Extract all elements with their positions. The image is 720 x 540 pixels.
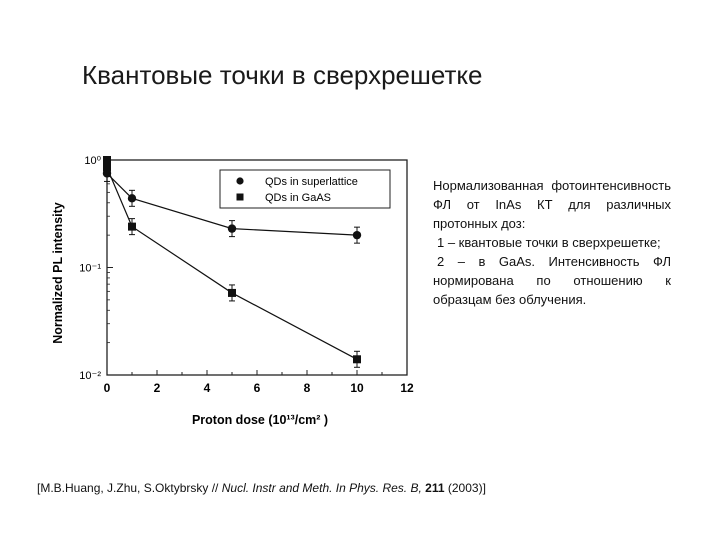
data-point-square	[353, 355, 361, 363]
data-point-circle	[353, 231, 361, 239]
pl-intensity-chart	[40, 145, 440, 435]
x-tick-label: 12	[400, 381, 414, 395]
x-tick-label: 10	[350, 381, 364, 395]
x-tick-label: 0	[103, 381, 111, 395]
x-tick-label: 8	[303, 381, 311, 395]
data-point-square	[103, 164, 111, 172]
y-tick-label: 10⁻¹	[79, 262, 101, 275]
data-point-circle	[128, 194, 136, 202]
legend-circle-marker	[236, 177, 243, 184]
caption-line-2: 1 – квантовые точки в сверхрешетке;	[437, 235, 661, 250]
caption-line-3: 2 – в GaAs. Интенсивность ФЛ нормирована по отношению к образцам без облучения.	[433, 254, 671, 307]
y-axis-label: Normalized PL intensity	[51, 202, 65, 344]
reference-journal: Nucl. Instr and Meth. In Phys. Res. B,	[221, 481, 422, 495]
x-axis-label: Proton dose (10¹³/cm² )	[191, 413, 329, 427]
caption-line-1: Нормализованная фотоинтенсивность ФЛ от InAs КТ для различных протонных доз:	[433, 178, 671, 231]
legend-label: QDs in GaAS	[265, 192, 332, 204]
data-point-circle	[228, 224, 236, 232]
reference-authors: [M.B.Huang, J.Zhu, S.Oktybrsky //	[37, 481, 222, 495]
chart-canvas	[40, 145, 440, 435]
data-point-square	[103, 156, 111, 164]
y-tick-label: 10⁰	[84, 155, 101, 167]
x-tick-label: 4	[203, 381, 211, 395]
reference-citation	[37, 481, 697, 495]
figure-caption	[433, 176, 671, 309]
reference-year: (2003)]	[447, 481, 486, 495]
data-point-square	[228, 289, 236, 297]
reference-volume: 211	[425, 481, 445, 495]
data-point-square	[128, 223, 136, 231]
legend-square-marker	[237, 194, 244, 201]
y-tick-label: 10⁻²	[79, 370, 101, 382]
x-tick-label: 2	[153, 381, 161, 395]
legend	[220, 170, 390, 208]
legend-label: QDs in superlattice	[265, 176, 358, 188]
slide-title: Квантовые точки в сверхрешетке	[82, 60, 483, 90]
x-tick-label: 6	[253, 381, 261, 395]
